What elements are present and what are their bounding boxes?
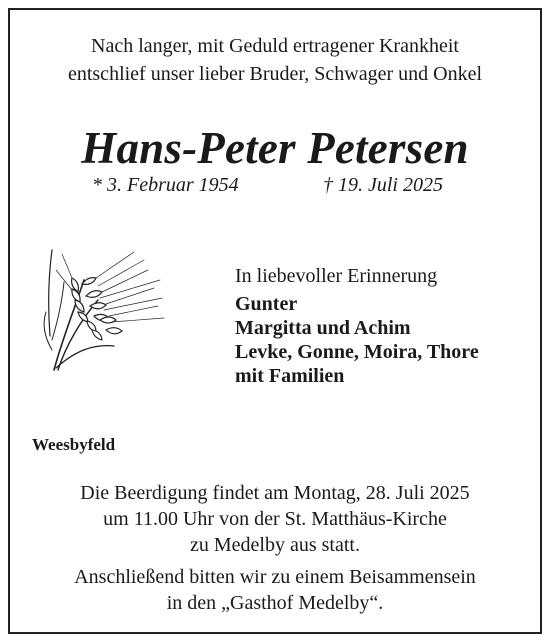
- intro-line-1: Nach langer, mit Geduld ertragener Krankheit: [91, 35, 459, 57]
- mourner-item: mit Familien: [235, 365, 345, 387]
- death-date: † 19. Juli 2025: [323, 174, 443, 196]
- mourner-item: Gunter: [235, 293, 298, 315]
- gathering-info: [10, 564, 540, 616]
- mourner-item: Margitta und Achim: [235, 317, 411, 339]
- funeral-info: [10, 480, 540, 558]
- funeral-line-1: Die Beerdigung findet am Montag, 28. Juli 2025: [80, 482, 470, 504]
- birth-date: * 3. Februar 1954: [92, 174, 239, 196]
- obituary-notice: [8, 8, 542, 634]
- mourners-list: [235, 292, 479, 388]
- deceased-name: Hans-Peter Petersen: [81, 123, 469, 173]
- funeral-line-2: um 11.00 Uhr von der St. Matthäus-Kirche: [103, 508, 447, 530]
- wheat-ears-icon: [36, 240, 171, 372]
- intro-line-2: entschlief unser lieber Bruder, Schwager und Onkel: [67, 63, 483, 85]
- gathering-line-1: Anschließend bitten wir zu einem Beisammensein: [74, 566, 476, 588]
- funeral-line-3: zu Medelby aus statt.: [190, 534, 360, 556]
- place-name: Weesbyfeld: [32, 435, 116, 454]
- gathering-line-2: in den „Gasthof Medelby“.: [166, 592, 384, 614]
- intro-text: [10, 32, 540, 88]
- memory-line: In liebevoller Erinnerung: [235, 265, 438, 287]
- mourner-item: Levke, Gonne, Moira, Thore: [235, 341, 479, 363]
